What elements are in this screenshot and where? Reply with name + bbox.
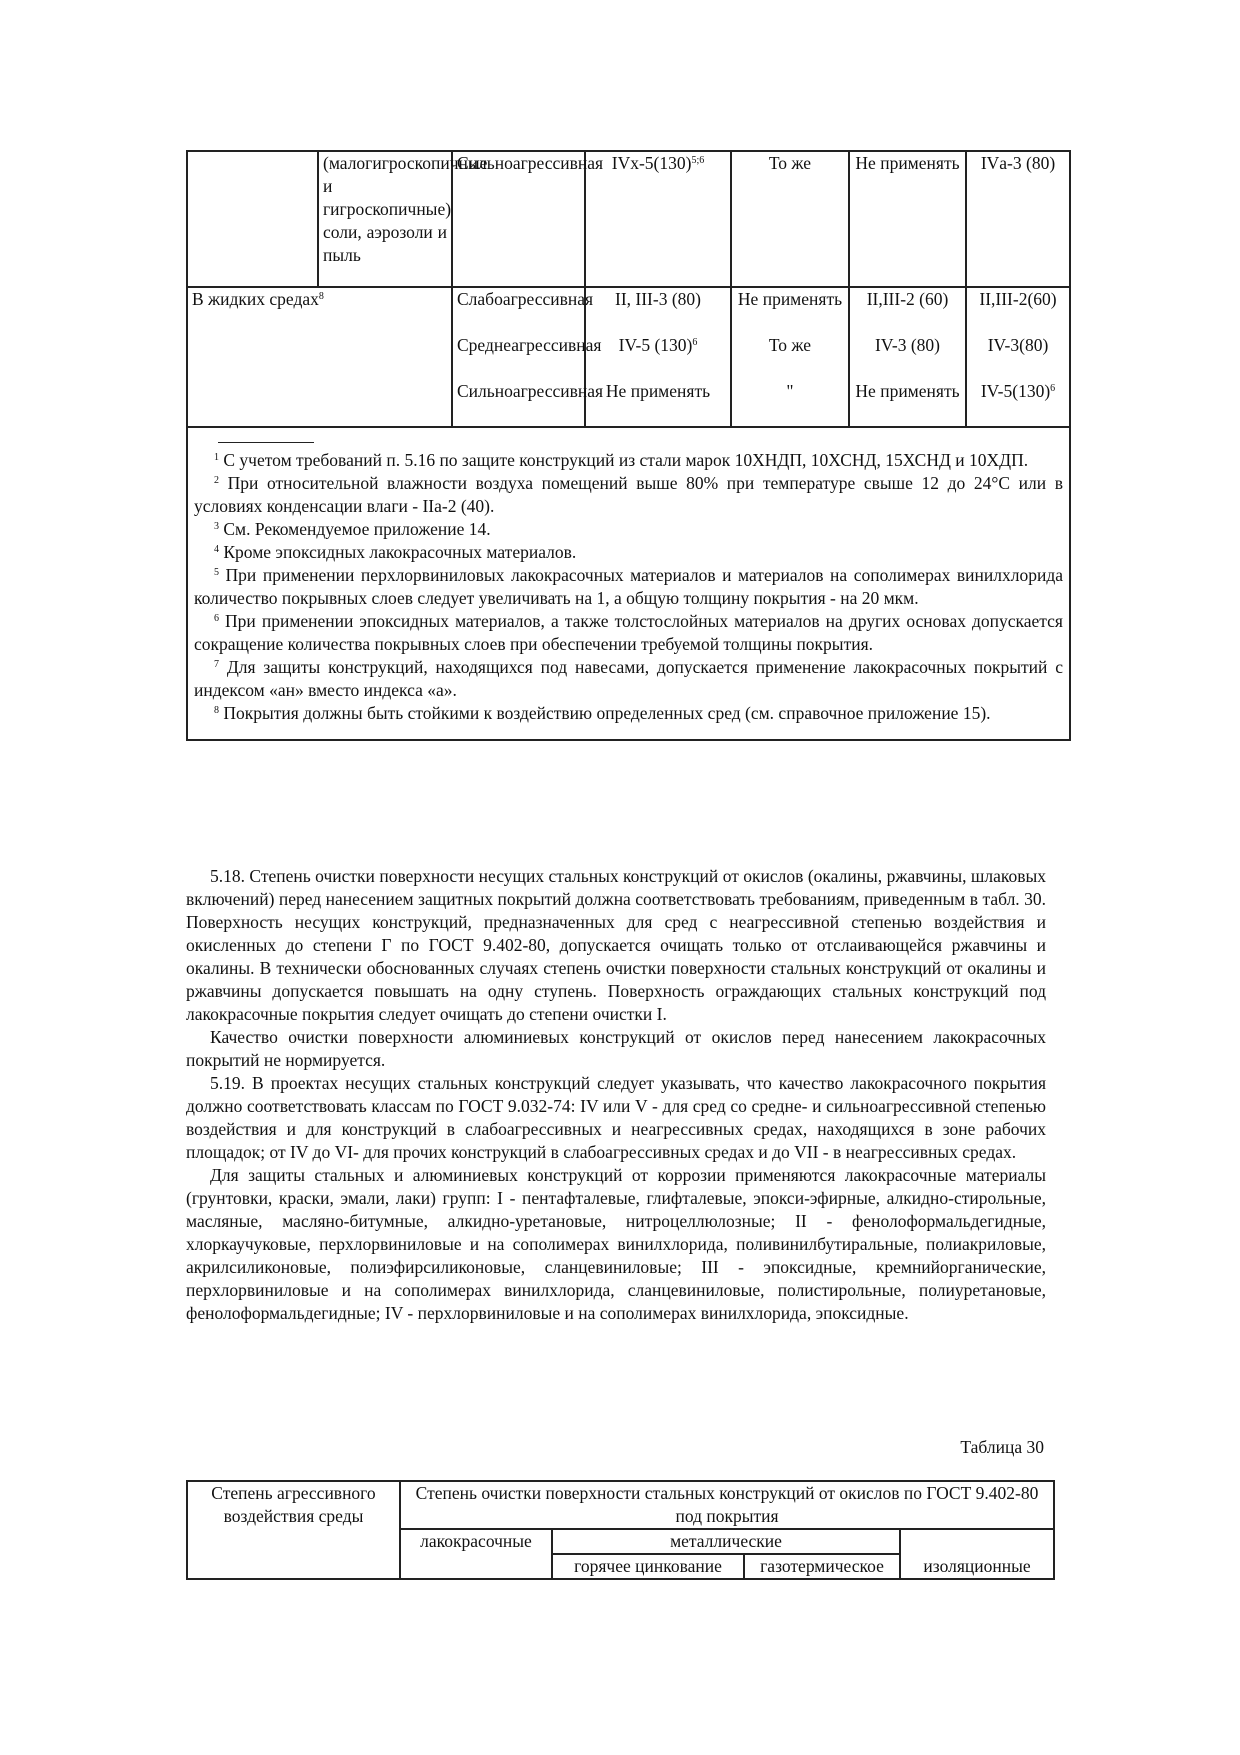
table-row <box>187 151 1070 287</box>
body-text <box>186 865 1046 1325</box>
paragraph-aluminium: Качество очистки поверхности алюминиевых конструкций от окислов перед нанесением лакокрасочных покрытий не нормируется. <box>186 1027 1046 1070</box>
table-cell-empty <box>187 151 318 287</box>
cell-value: Не применять <box>737 289 843 309</box>
table-notes <box>187 427 1070 740</box>
aggressiveness-weak: Слабоагрессивная <box>457 289 594 309</box>
footnote: $^7$ Для защиты конструкций, находящихся под навесами, допускается применение лакокрасочных покрытий с индексом «ан» вместо индекса «а». <box>194 657 1063 700</box>
table-caption: Таблица 30 <box>960 1437 1044 1457</box>
table-cell-coating: То же <box>731 151 849 287</box>
footnote: $^4$ Кроме эпоксидных лакокрасочных материалов. <box>214 542 577 562</box>
table-row-notes <box>187 427 1070 740</box>
coating-table-continued <box>186 150 1071 741</box>
header-paint: лакокрасочные <box>400 1529 552 1579</box>
table-cell-environment: (малогигроскопичные и гигроскопичные) соли, аэрозоли и пыль <box>318 151 452 287</box>
table-cell-aggressiveness-list <box>452 287 604 427</box>
cell-value: Не применять <box>605 381 711 401</box>
cell-value: IV-3 (80) <box>875 335 940 355</box>
cell-value: " <box>786 381 794 401</box>
cell-value: II, III-3 (80) <box>615 289 701 309</box>
cell-value: IV-5 $(130)^6$ <box>618 335 698 355</box>
footnote: $^6$ При применении эпоксидных материалов, а также толстослойных материалов на других основах допускается сокращение количества покрывных слоев при обеспечении требуемой толщины покрытия. <box>194 611 1063 654</box>
footnote: $^2$ При относительной влажности воздуха помещений выше 80% при температуре свыше 12 до 24°С или в условиях конденсации влаги - IIа-2 (40). <box>194 473 1063 516</box>
header-hot-zinc: горячее цинкование <box>552 1554 744 1579</box>
aggressiveness-medium: Среднеагрессивная <box>457 335 602 355</box>
cell-value: IV-3(80) <box>987 335 1049 355</box>
cell-value: $IV-5(130)^6$ <box>980 381 1056 401</box>
header-aggressiveness: Степень агрессивного воздействия среды <box>187 1481 400 1579</box>
header-insulating: изоляционные <box>900 1529 1054 1579</box>
table-cell-aggressiveness: Сильноагрессивная <box>452 151 585 287</box>
table-cell-coating: Не применять <box>849 151 966 287</box>
paragraph-5-19: 5.19. В проектах несущих стальных конструкций следует указывать, что качество лакокрасочного покрытия должно соответствовать классам по ГОСТ 9.032-74: IV или V - для сред со средне- и сильноагрессивной степенью воздействия и для конструкций в слабоагрессивных и неагрессивных средах, находящихся в зоне рабочих площадок; от IV до VI- для прочих конструкций в слабоагрессивных средах и до VII - в неагрессивных средах. <box>186 1073 1046 1162</box>
footnote: $^3$ См. Рекомендуемое приложение 14. <box>214 519 491 539</box>
footnote: $^1$ С учетом требований п. 5.16 по защите конструкций из стали марок 10ХНДП, 10ХСНД, 15ХСНД и 10ХДП. <box>214 450 1029 470</box>
table-cell-coating-list <box>849 287 966 427</box>
cell-value: II,III-2 (60) <box>866 289 949 309</box>
header-gas-thermal: газотермическое <box>744 1554 900 1579</box>
cell-value: II,III-2(60) <box>979 289 1057 309</box>
table-cell-coating-list <box>966 287 1070 427</box>
table-row <box>187 1481 1054 1529</box>
table-cell-coating: IVа-3 (80) <box>966 151 1070 287</box>
header-cleaning-degree: Степень очистки поверхности стальных конструкций от окислов по ГОСТ 9.402-80 под покрытия <box>400 1481 1054 1529</box>
footnote-rule <box>218 442 314 443</box>
footnote: $^8$ Покрытия должны быть стойкими к воздействию определенных сред (см. справочное приложение 15). <box>214 703 991 723</box>
footnote: $^5$ При применении перхлорвиниловых лакокрасочных материалов и материалов на сополимерах винилхлорида количество покрывных слоев следует увеличивать на 1, а общую толщину покрытия - на 20 мкм. <box>194 565 1063 608</box>
table-cell-coating-list <box>731 287 849 427</box>
table-cell-coating-list <box>585 287 731 427</box>
table-cell-liquid-media: В жидких средах$^8$ <box>187 287 452 427</box>
aggressiveness-strong: Сильноагрессивная <box>457 381 604 401</box>
paragraph-5-18: 5.18. Степень очистки поверхности несущих стальных конструкций от окислов (окалины, ржавчины, шлаковых включений) перед нанесением защитных покрытий должна соответствовать требованиям, приведенным в табл. 30. Поверхность несущих конструкций, предназначенных для сред с неагрессивной степенью воздействия и окисленных до степени Г по ГОСТ 9.402-80, допускается очищать только от отслаивающейся ржавчины и окалины. В технически обоснованных случаях степень очистки поверхности стальных конструкций от окалины и ржавчины допускается повышать на одну ступень. Поверхность ограждающих стальных конструкций под лакокрасочные покрытия следует очищать до степени очистки I. <box>186 866 1046 1024</box>
table-row <box>187 287 1070 427</box>
paragraph-paint-groups: Для защиты стальных и алюминиевых конструкций от коррозии применяются лакокрасочные материалы (грунтовки, краски, эмали, лаки) групп: I - пентафталевые, глифталевые, эпокси-эфирные, алкидно-стирольные, масляные, масляно-битумные, алкидно-уретановые, нитроцеллюлозные; II - фенолоформальдегидные, хлоркаучуковые, перхлорвиниловые и на сополимерах винилхлорида, поливинилбутиральные, полиакриловые, акрилсиликоновые, полиэфирсиликоновые, сланцевиниловые; III - эпоксидные, кремнийорганические, перхлорвиниловые и на сополимерах винилхлорида, сланцевиниловые, полистирольные, полиуретановые, фенолоформальдегидные; IV - перхлорвиниловые и на сополимерах винилхлорида, эпоксидные. <box>186 1165 1046 1323</box>
cell-value: То же <box>768 335 812 355</box>
table-30 <box>186 1480 1055 1580</box>
table-cell-coating: IVх-$5(130)^{5;6}$ <box>585 151 731 287</box>
header-metal: металлические <box>552 1529 900 1554</box>
cell-value: Не применять <box>855 381 960 401</box>
